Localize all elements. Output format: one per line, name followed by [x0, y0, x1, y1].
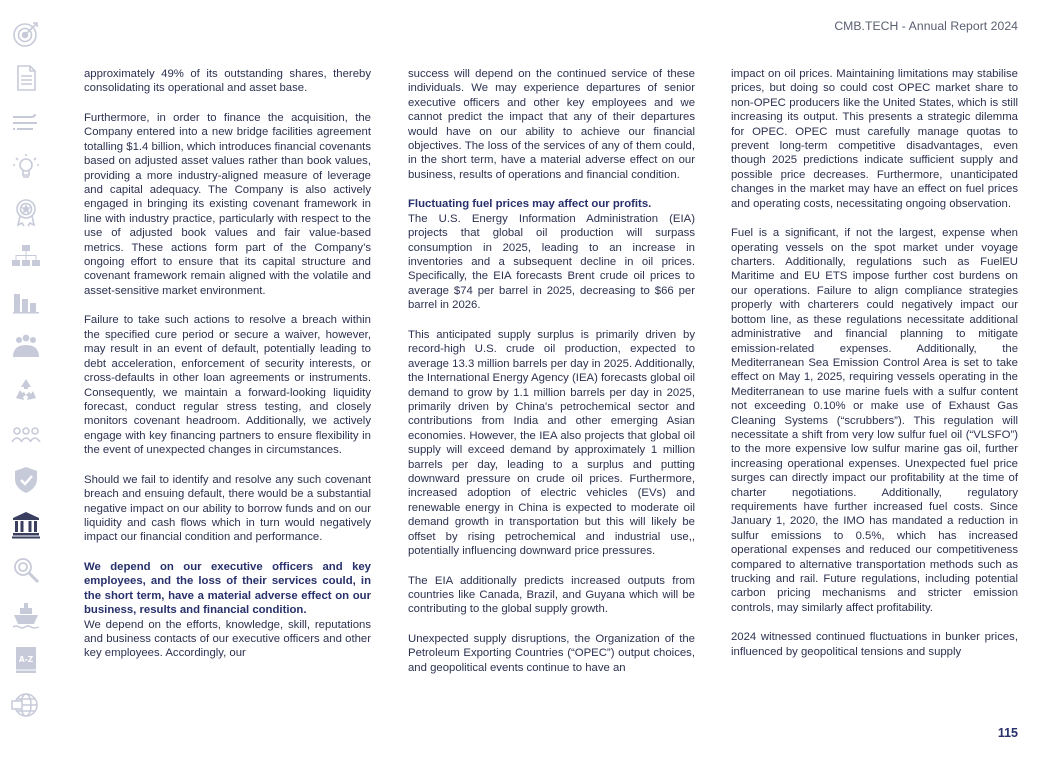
paragraph: Unexpected supply disruptions, the Organization of the Petroleum Exporting Countries (“OPEC”) output choices, and geopolitical events continue to have an [408, 632, 695, 674]
target-icon[interactable] [10, 18, 42, 50]
text-column-2 [408, 67, 695, 690]
institution-icon[interactable] [10, 509, 42, 541]
paragraph: This anticipated supply surplus is primarily driven by record-high U.S. crude oil production, expected to average 13.3 million barrels per day in 2025. Additionally, the International Energy Agency (IEA) forecasts global oil demand to grow by 1.1 million barrels per day in 2025, primarily driven by China's petrochemical sector and contributions from India and other emerging Asian economies. However, the IEA also projects that global oil supply will exceed demand by approximately 1 million barrels per day, leading to a surplus and putting downward pressure on crude oil prices. Furthermore, increased adoption of electric vehicles (EVs) and renewable energy in China is expected to moderate oil demand growth in transportation but this will likely be offset by rising petrochemical and industrial use,, potentially influencing downward price pressures. [408, 328, 695, 557]
shield-check-icon[interactable] [10, 464, 42, 496]
text-column-1 [84, 67, 371, 676]
svg-text:A-Z: A-Z [18, 655, 34, 664]
lightbulb-icon[interactable] [10, 151, 42, 183]
section-heading: Fluctuating fuel prices may affect our profits. [408, 198, 652, 211]
paragraph: Failure to take such actions to resolve a breach within the specified cure period or secure a waiver, however, may result in an event of default, potentially leading to debt acceleration, enforcement of security interests, or cross-defaults in other loan agreements or instruments. Consequently, we maintain a forward-looking liquidity forecast, conduct regular stress testing, and closely monitors covenant headroom. Additionally, we actively engage with key financing partners to ensure flexibility in the event of unexpected changes in circumstances. [84, 314, 371, 457]
a-z-book-icon[interactable] [10, 644, 42, 676]
page-number: 115 [997, 726, 1018, 740]
running-header: CMB.TECH - Annual Report 2024 [834, 19, 1018, 33]
recycle-icon[interactable] [10, 375, 42, 407]
award-badge-icon[interactable] [10, 196, 42, 228]
people-network-icon[interactable] [10, 419, 42, 451]
paragraph: success will depend on the continued service of these individuals. We may experience departures of senior executive officers and other key employees and we cannot predict the impact that any of their departures would have on our ability to achieve our financial objectives. The loss of the services of any of them could, in the short term, have a material adverse effect on our business, results of operations and financial condition. [408, 68, 695, 181]
paragraph: Fuel is a significant, if not the largest, expense when operating vessels on the spot market under voyage charters. Additionally, regulations such as FuelEU Maritime and EU ETS impose further cost burdens on our operations. Failure to align compliance strategies properly with charterers could negatively impact our bottom line, as these regulations necessitate additional administrative and financial planning to mitigate emission-related expenses. Additionally, the Mediterranean Sea Emission Control Area is set to take effect on May 1, 2025, requiring vessels operating in the Mediterranean to use marine fuels with a sulfur content not exceeding 0.10% or make use of Exhaust Gas Cleaning Systems (“scrubbers”). This regulation will necessitate a shift from very low sulfur fuel oil (“VLSFO”) to the more expensive low sulfur marine gas oil, further increasing operational expenses. Unexpected fuel price surges can directly impact our profitability at the time of charter negotiations. Additionally, regulatory requirements have further increased fuel costs. Since January 1, 2020, the IMO has mandated a reduction in sulfur emissions to 0.5%, which has increased operational expenses and reduced our competitiveness compared to alternative transportation methods such as trucking and rail. Future regulations, including potential carbon pricing mechanisms and stricter emission controls, may similarly affect profitability. [731, 227, 1018, 614]
bar-chart-icon[interactable] [10, 285, 42, 317]
paragraph: The EIA additionally predicts increased outputs from countries like Canada, Brazil, and Guyana which will be contributing to the global supply growth. [408, 574, 695, 616]
section-heading: We depend on our executive officers and key employees, and the loss of their services could, in the short term, have a material adverse effect on our business, results and financial condition. [84, 560, 371, 617]
wind-icon[interactable] [10, 107, 42, 139]
magnifier-icon[interactable] [10, 554, 42, 586]
paragraph: We depend on the efforts, knowledge, skill, reputations and business contacts of our executive officers and other key employees. Accordingly, our [84, 618, 371, 660]
paragraph: 2024 witnessed continued fluctuations in bunker prices, influenced by geopolitical tensions and supply [731, 631, 1018, 658]
text-column-3 [731, 67, 1018, 674]
paragraph: impact on oil prices. Maintaining limitations may stabilise prices, but doing so could cost OPEC market share to non-OPEC producers like the United States, which is still increasing its output. This presents a strategic dilemma for OPEC. OPEC must carefully manage quotas to prevent long-term competitive disadvantages, even though 2025 predictions indicate sufficient supply and possible price decreases. Furthermore, unanticipated changes in the market may have an effect on fuel prices and operating costs, necessitating ongoing observation. [731, 68, 1018, 210]
document-icon[interactable] [10, 62, 42, 94]
ship-icon[interactable] [10, 599, 42, 631]
paragraph: approximately 49% of its outstanding shares, thereby consolidating its operational and asset base. [84, 68, 371, 95]
paragraph: Should we fail to identify and resolve any such covenant breach and ensuing default, there would be a substantial negative impact on our ability to borrow funds and on our liquidity and cash flows which in turn would negatively impact our financial condition and performance. [84, 473, 371, 544]
org-chart-icon[interactable] [10, 240, 42, 272]
paragraph: The U.S. Energy Information Administration (EIA) projects that global oil production will surpass consumption in 2025, leading to an increase in inventories and a subsequent decline in oil prices. Specifically, the EIA forecasts Brent crude oil prices to average $74 per barrel in 2025, decreasing to $66 per barrel in 2026. [408, 212, 695, 312]
team-icon[interactable] [10, 330, 42, 362]
paragraph: Furthermore, in order to finance the acquisition, the Company entered into a new bridge facilities agreement totalling $1.4 billion, which introduces financial covenants based on adjusted asset values rather than book values, providing a more industry-aligned measure of leverage and capital adequacy. The Company is also actively engaged in bringing its existing covenant framework in line with industry practice, particularly with respect to the use of adjusted book values and fair value-based metrics. These actions form part of the Company’s ongoing effort to ensure that its capital structure and covenant framework remain aligned with the volatile and asset-sensitive market environment. [84, 112, 371, 297]
globe-icon[interactable] [10, 689, 42, 721]
